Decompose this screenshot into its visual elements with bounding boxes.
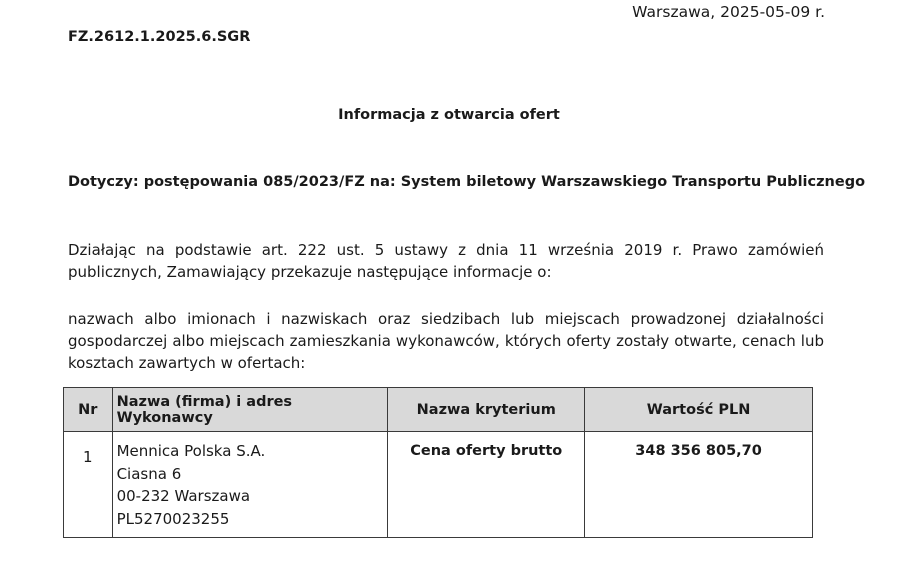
information-scope-paragraph: nazwach albo imionach i nazwiskach oraz siedzibach lub miejscach prowadzonej działalności gospodarczej albo miejscach zamieszkania wykonawców, których oferty zostały otwarte, cenach lub kosztach zawartych w ofertach:	[68, 310, 824, 372]
offers-table	[63, 387, 813, 538]
contractor-tax-id: PL5270023255	[116, 509, 230, 528]
header-criterion: Nazwa kryterium	[388, 388, 585, 432]
cell-nr: 1	[64, 432, 113, 538]
header-nr: Nr	[64, 388, 113, 432]
subject-line: Dotyczy: postępowania 085/2023/FZ na: System biletowy Warszawskiego Transportu Publicznego	[68, 174, 866, 190]
reference-number: FZ.2612.1.2025.6.SGR	[68, 29, 251, 45]
legal-basis-paragraph: Działając na podstawie art. 222 ust. 5 ustawy z dnia 11 września 2019 r. Prawo zamówień publicznych, Zamawiający przekazuje następujące informacje o:	[68, 241, 824, 281]
table-row	[64, 432, 813, 538]
contractor-name: Mennica Polska S.A.	[116, 442, 266, 460]
cell-value: 348 356 805,70	[585, 432, 813, 538]
cell-criterion: Cena oferty brutto	[388, 432, 585, 538]
contractor-city: 00-232 Warszawa	[116, 487, 251, 505]
place-date: Warszawa, 2025-05-09 r.	[632, 3, 825, 21]
document-title: Informacja z otwarcia ofert	[338, 107, 560, 123]
contractor-street: Ciasna 6	[116, 464, 182, 483]
table-header-row	[64, 388, 813, 432]
header-contractor: Nazwa (firma) i adres Wykonawcy	[112, 388, 388, 432]
cell-contractor	[112, 432, 388, 538]
header-value: Wartość PLN	[585, 388, 813, 432]
